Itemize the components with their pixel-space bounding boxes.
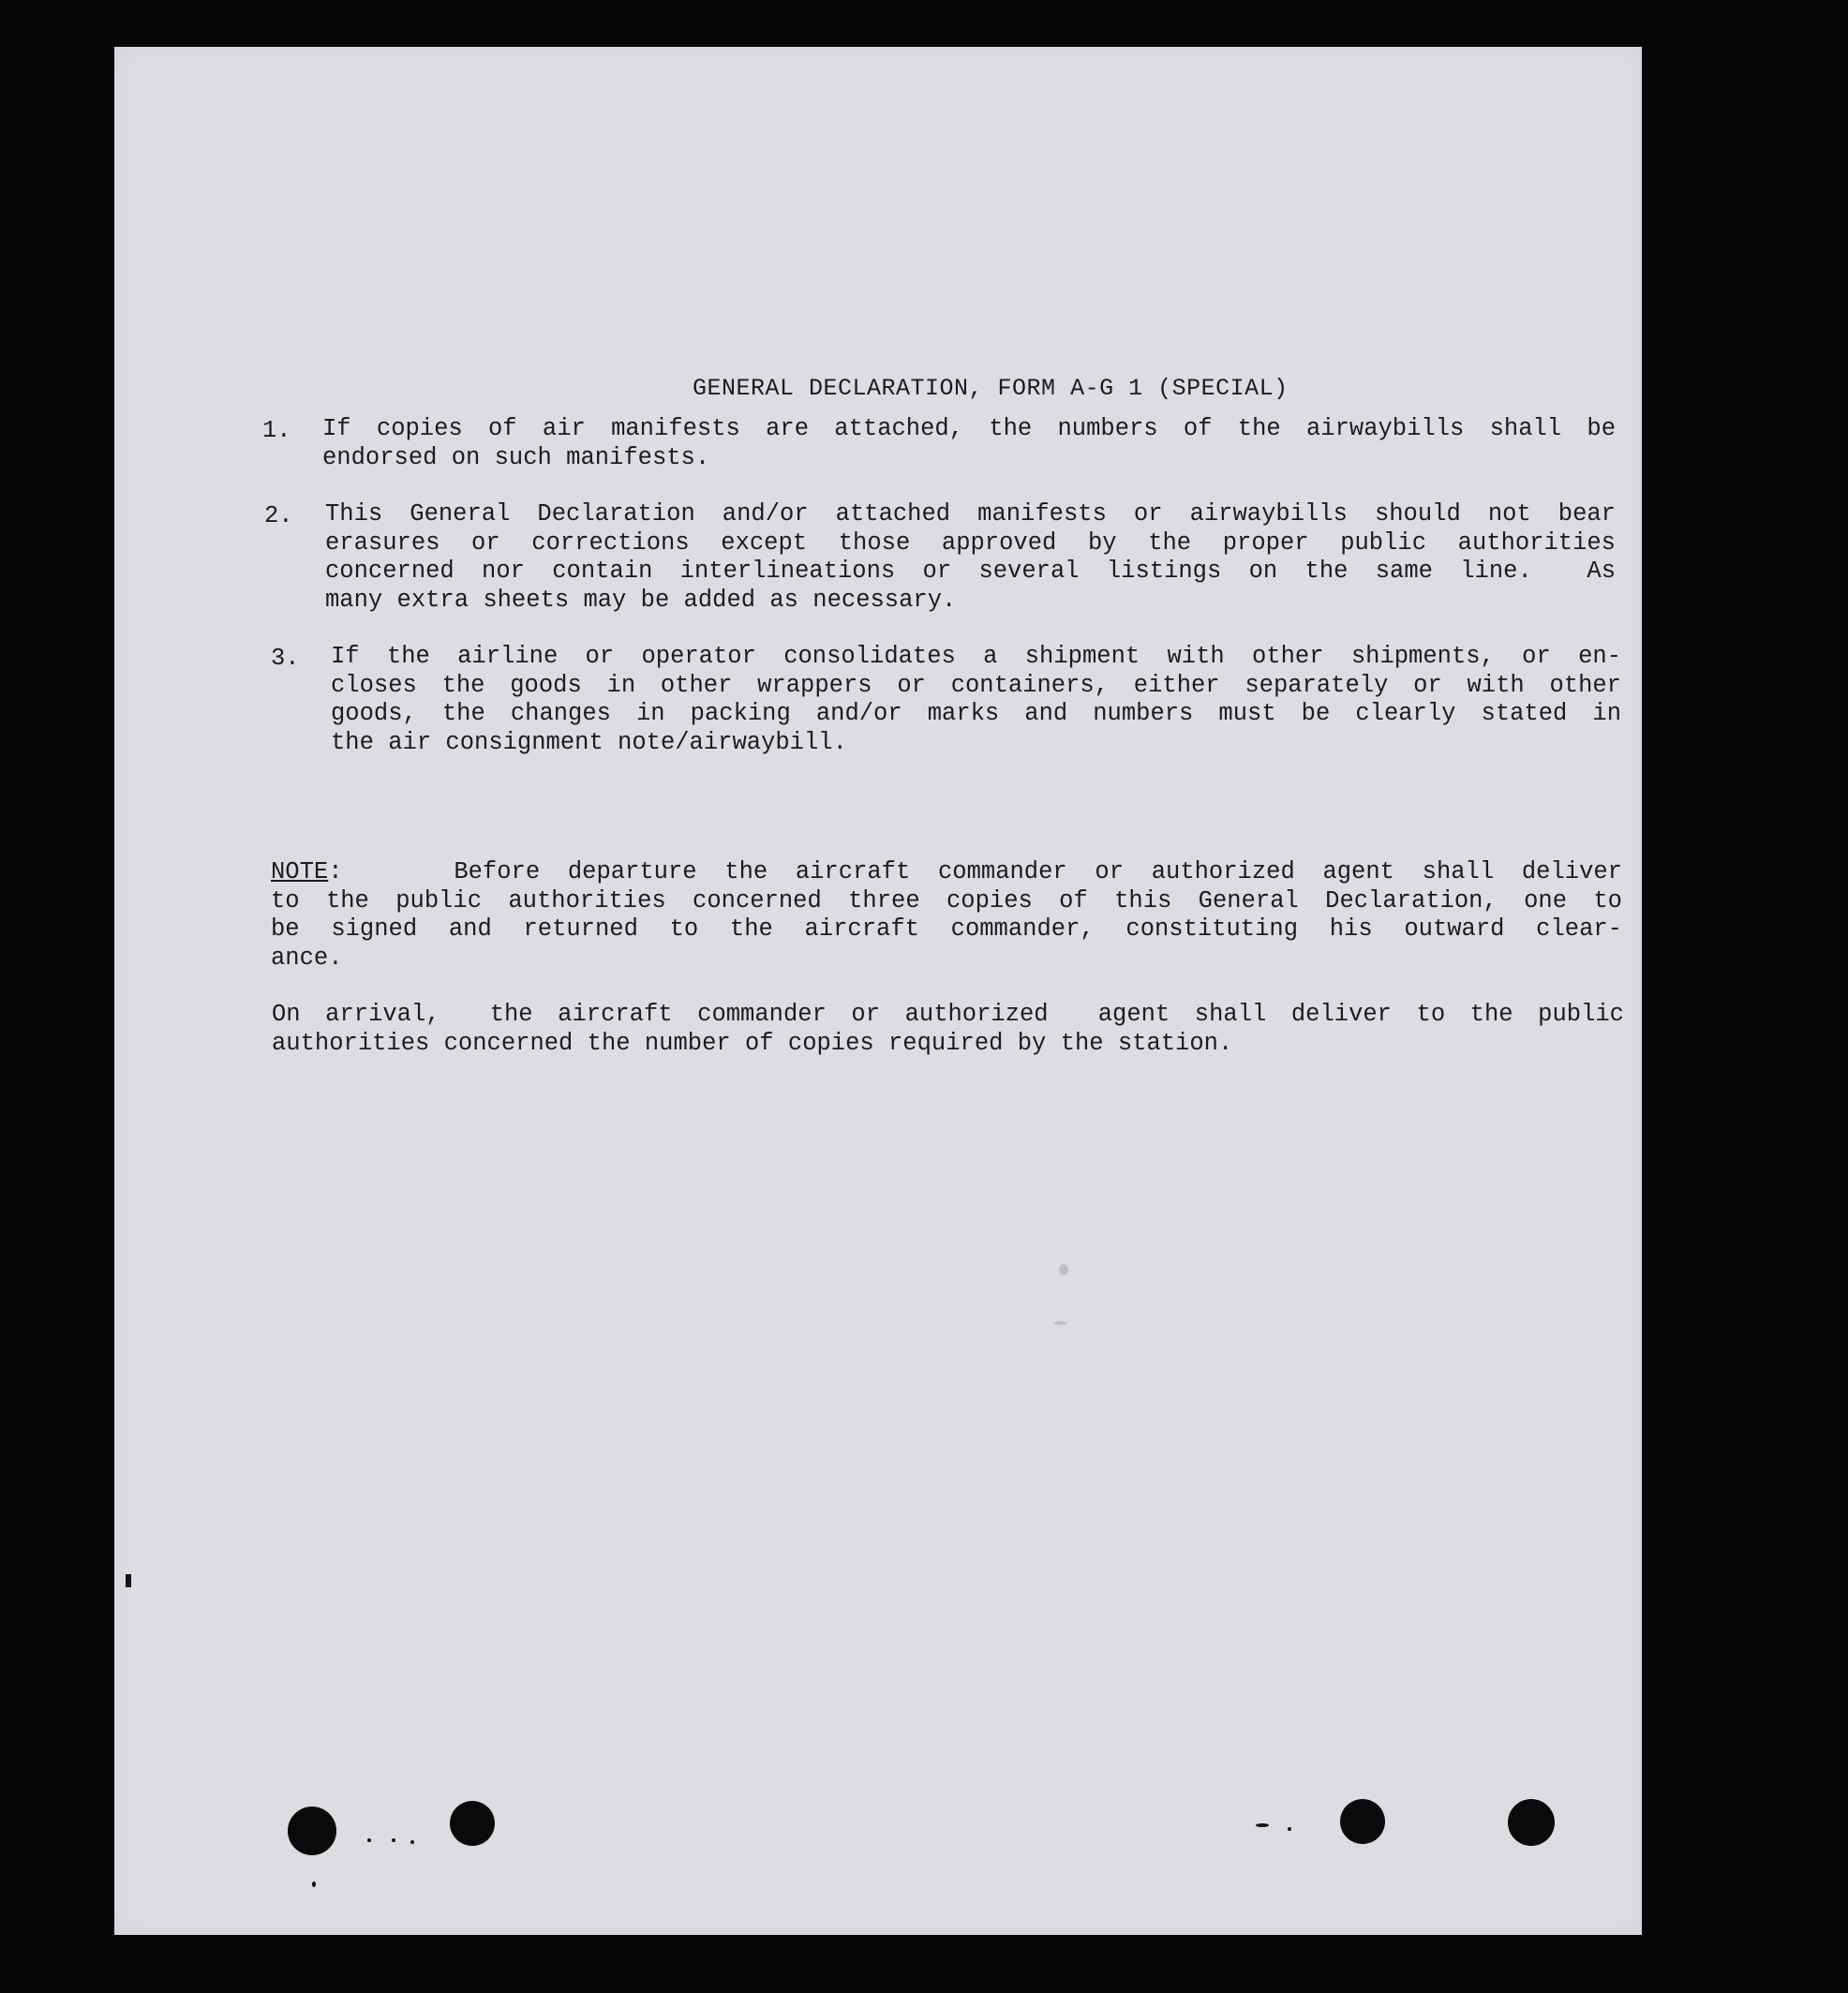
item-line: many extra sheets may be added as necessary. — [325, 586, 957, 614]
punch-hole — [450, 1801, 495, 1846]
ink-speck — [392, 1838, 395, 1842]
arrival-paragraph — [272, 1001, 1624, 1058]
list-item — [322, 415, 1616, 472]
item-line: This General Declaration and/or attached manifests or airwaybills should not bear — [325, 500, 1616, 528]
note-paragraph — [271, 858, 1622, 973]
document-title: GENERAL DECLARATION, FORM A-G 1 (SPECIAL) — [693, 375, 1289, 402]
note-line: to the public authorities concerned three copies of this General Declaration, one to — [271, 886, 1622, 915]
arrival-line: On arrival, the aircraft commander or authorized agent shall deliver to the public — [272, 1001, 1624, 1028]
note-label: NOTE — [271, 858, 329, 885]
arrival-line: authorities concerned the number of copies required by the station. — [272, 1029, 1233, 1057]
ink-speck — [1288, 1827, 1291, 1831]
ink-speck — [410, 1840, 414, 1844]
punch-hole — [1340, 1799, 1385, 1844]
item-line: the air consignment note/airwaybill. — [331, 728, 847, 756]
note-first-line — [271, 858, 1622, 887]
note-first-line-text: : Before departure the aircraft commander or authorized agent shall deliver — [328, 858, 1622, 885]
item-line: If the airline or operator consolidates a shipment with other shipments, or en- — [331, 643, 1621, 670]
ink-speck — [367, 1838, 371, 1842]
binding-mark — [126, 1574, 131, 1587]
list-item — [325, 500, 1616, 615]
item-number: 3. — [271, 645, 300, 672]
item-line: goods, the changes in packing and/or marks and numbers must be clearly stated in — [331, 700, 1621, 727]
list-item — [331, 643, 1621, 757]
item-number: 2. — [264, 502, 293, 529]
note-line: ance. — [271, 944, 343, 972]
item-line: closes the goods in other wrappers or containers, either separately or with other — [331, 671, 1621, 699]
paper-speck — [1059, 1264, 1068, 1275]
item-line: If copies of air manifests are attached, the numbers of the airwaybills shall be — [322, 415, 1616, 442]
paper-speck — [1054, 1321, 1067, 1325]
item-number: 1. — [262, 417, 291, 444]
note-line: be signed and returned to the aircraft commander, constituting his outward clear- — [271, 915, 1622, 943]
ink-speck — [312, 1881, 316, 1887]
punch-hole — [288, 1807, 336, 1855]
ink-speck — [1256, 1823, 1269, 1827]
item-line: concerned nor contain interlineations or several listings on the same line. As — [325, 558, 1616, 585]
document-page — [114, 47, 1642, 1935]
punch-hole — [1508, 1799, 1555, 1846]
item-line: endorsed on such manifests. — [322, 443, 710, 471]
item-line: erasures or corrections except those approved by the proper public authorities — [325, 528, 1616, 557]
